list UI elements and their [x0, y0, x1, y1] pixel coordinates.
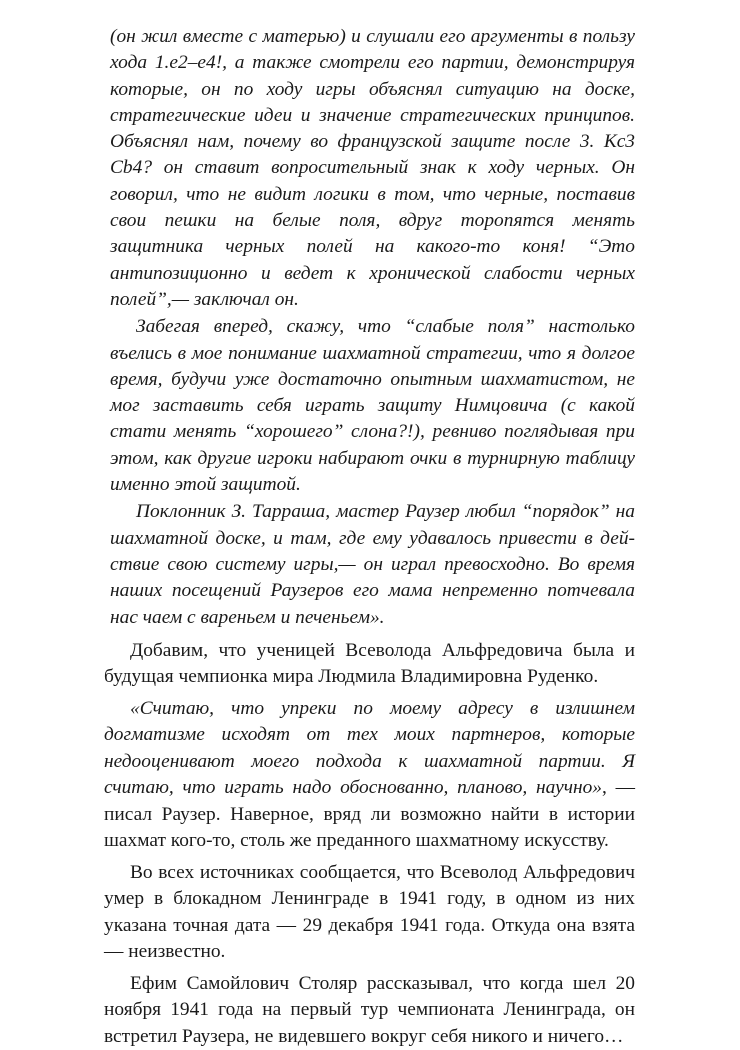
book-page — [104, 24, 635, 1050]
body-paragraph-2 — [104, 696, 635, 855]
quote-paragraph-1: (он жил вместе с матерью) и слушали его аргументы в пользу хода 1.e2–e4!, а также смотрели его партии, демонстрируя которые, он по ходу игры объяснял ситуацию на доске, стратегические идеи и значение стратегических принципов. Объяснял нам, почему во французской защите после 3. Кc3 Cb4? он ставит вопросительный знак к ходу черных. Он говорил, что не видит логики в том, что черные, поставив свои пешки на белые поля, вдруг торопятся менять защитника черных полей на какого-то коня! “Это антипозиционно и ведет к хронической слабости черных полей”,— заключал он. — [110, 26, 635, 310]
quote-paragraph-2: Забегая вперед, скажу, что “слабые поля” настолько въелись в мое понимание шахматной стратегии, что я долгое время, будучи уже достаточно опытным шахматистом, не мог заставить себя играть защиту Нимцовича (с какой стати менять “хорошего” слона?!), ревниво поглядывая при этом, как другие игроки набирают очки в турнирную таблицу именно этой защитой. — [110, 316, 635, 496]
body-paragraph-3: Во всех источниках сообщается, что Всеволод Альфредович умер в блокадном Ленинграде в 1941 году, в одном из них указана точная дата — 29 декабря 1941 года. Откуда она взята — неизвестно. — [104, 861, 635, 963]
body-paragraph-2-rest: , — писал Раузер. Наверное, вряд ли возможно найти в истории шахмат кого-то, столь же преданного шахматному искусству. — [104, 777, 635, 852]
rauzer-quote: «Считаю, что упреки по моему адресу в излишнем догматизме исходят от тех моих партнеров, которые недооценивают моего подхода к шахматной партии. Я считаю, что играть надо обоснованно, планово, научно» — [104, 697, 635, 799]
quote-paragraph-3: Поклонник З. Тарраша, мастер Раузер любил “порядок” на шахматной доске, и там, где ему удавалось привести в действие свою систему игры,— он играл превосходно. Во время наших посещений Раузеров его мама непременно потчевала нас чаем с вареньем и печеньем». — [110, 501, 635, 628]
body-paragraph-4: Ефим Самойлович Столяр рассказывал, что когда шел 20 ноября 1941 года на первый тур чемпионата Ленинграда, он встретил Раузера, не видевшего вокруг себя никого и ничего… — [104, 972, 635, 1047]
body-paragraph-1: Добавим, что ученицей Всеволода Альфредовича была и будущая чемпионка мира Людмила Владимировна Руденко. — [104, 639, 635, 688]
memoir-quote — [104, 24, 635, 631]
main-text — [104, 638, 635, 1050]
